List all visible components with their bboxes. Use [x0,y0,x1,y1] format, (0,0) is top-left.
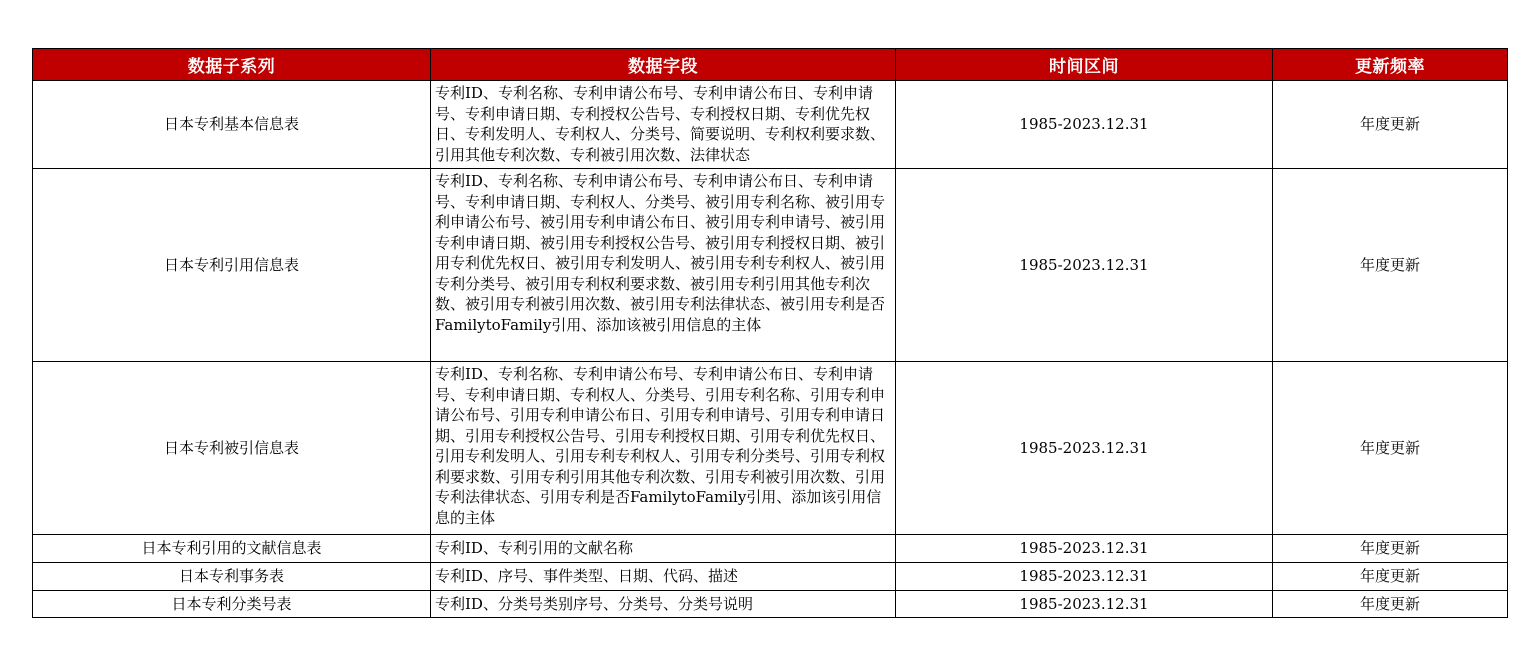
table-row [33,362,1508,535]
header-period: 时间区间 [896,49,1273,81]
frequency-cell: 年度更新 [1273,169,1508,362]
frequency-cell: 年度更新 [1273,563,1508,591]
period-cell: 1985-2023.12.31 [896,81,1273,169]
series-cell: 日本专利引用信息表 [33,169,431,362]
fields-cell: 专利ID、专利名称、专利申请公布号、专利申请公布日、专利申请号、专利申请日期、专利权人、分类号、被引用专利名称、被引用专利申请公布号、被引用专利申请公布日、被引用专利申请号、被引用专利申请日期、被引用专利授权公告号、被引用专利授权日期、被引用专利优先权日、被引用专利发明人、被引用专利专利权人、被引用专利分类号、被引用专利权利要求数、被引用专利引用其他专利次数、被引用专利被引用次数、被引用专利法律状态、被引用专利是否FamilytoFamily引用、添加该被引用信息的主体 [431,169,896,362]
header-series: 数据子系列 [33,49,431,81]
header-row [33,49,1508,81]
series-cell: 日本专利引用的文献信息表 [33,535,431,563]
frequency-cell: 年度更新 [1273,362,1508,535]
table-row [33,563,1508,591]
data-table [32,48,1508,618]
series-cell: 日本专利基本信息表 [33,81,431,169]
period-cell: 1985-2023.12.31 [896,563,1273,591]
fields-cell: 专利ID、专利引用的文献名称 [431,535,896,563]
table-row [33,535,1508,563]
table-row [33,169,1508,362]
series-cell: 日本专利事务表 [33,563,431,591]
header-fields: 数据字段 [431,49,896,81]
series-cell: 日本专利被引信息表 [33,362,431,535]
fields-cell: 专利ID、专利名称、专利申请公布号、专利申请公布日、专利申请号、专利申请日期、专利授权公告号、专利授权日期、专利优先权日、专利发明人、专利权人、分类号、简要说明、专利权利要求数、引用其他专利次数、专利被引用次数、法律状态 [431,81,896,169]
table-header [33,49,1508,81]
header-frequency: 更新频率 [1273,49,1508,81]
period-cell: 1985-2023.12.31 [896,591,1273,618]
fields-cell: 专利ID、分类号类别序号、分类号、分类号说明 [431,591,896,618]
period-cell: 1985-2023.12.31 [896,535,1273,563]
period-cell: 1985-2023.12.31 [896,362,1273,535]
fields-cell: 专利ID、序号、事件类型、日期、代码、描述 [431,563,896,591]
frequency-cell: 年度更新 [1273,535,1508,563]
frequency-cell: 年度更新 [1273,591,1508,618]
table-body [33,81,1508,618]
series-cell: 日本专利分类号表 [33,591,431,618]
table-row [33,591,1508,618]
frequency-cell: 年度更新 [1273,81,1508,169]
period-cell: 1985-2023.12.31 [896,169,1273,362]
table-row [33,81,1508,169]
fields-cell: 专利ID、专利名称、专利申请公布号、专利申请公布日、专利申请号、专利申请日期、专利权人、分类号、引用专利名称、引用专利申请公布号、引用专利申请公布日、引用专利申请号、引用专利申请日期、引用专利授权公告号、引用专利授权日期、引用专利优先权日、引用专利发明人、引用专利专利权人、引用专利分类号、引用专利权利要求数、引用专利引用其他专利次数、引用专利被引用次数、引用专利法律状态、引用专利是否FamilytoFamily引用、添加该引用信息的主体 [431,362,896,535]
